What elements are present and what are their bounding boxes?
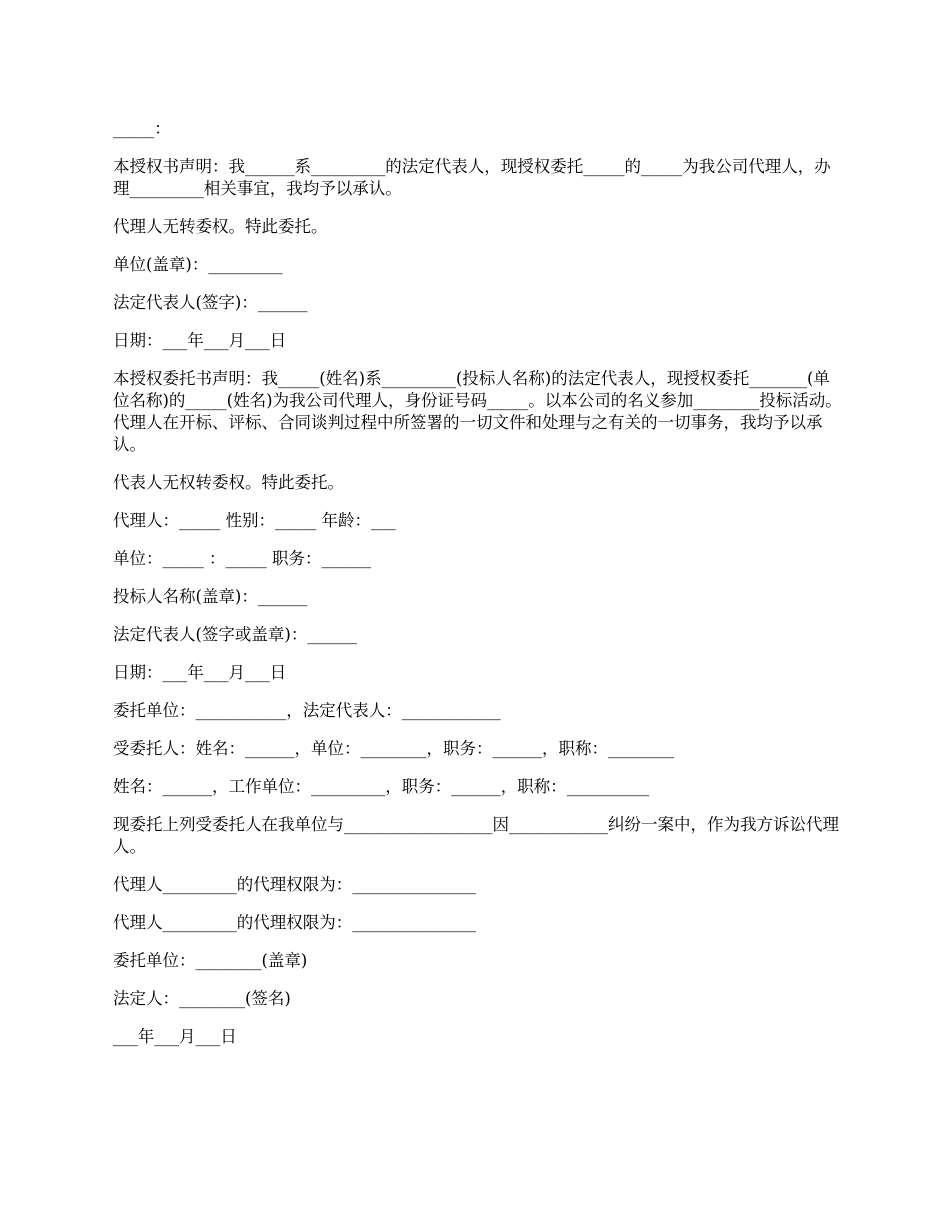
date-line-3: ___年___月___日 <box>113 1027 237 1046</box>
date-line-1: 日期：___年___月___日 <box>113 331 287 350</box>
legal-person-signature-line: 法定人：________(签名) <box>113 989 291 1008</box>
date-line-2: 日期：___年___月___日 <box>113 663 287 682</box>
no-subdelegation-line-2: 代表人无权转委权。特此委托。 <box>113 473 344 492</box>
litigation-paragraph: 现委托上列受委托人在我单位与__________________因____________纠纷一案中，作为我方诉讼代理人。 <box>113 815 839 856</box>
document-body <box>113 118 843 1064</box>
no-subdelegation-line-1: 代理人无转委权。特此委托。 <box>113 217 328 236</box>
trustee-info-line-2: 姓名：______，工作单位：_________，职务：______，职称：__________ <box>113 777 650 796</box>
declaration-paragraph-2: 本授权委托书声明：我_____(姓名)系_________(投标人名称)的法定代表人，现授权委托_______(单位名称)的_____(姓名)为我公司代理人，身份证号码_____。以本公司的名义参加________投标活动。代理人在开标、评标、合同谈判过程中所签署的一切文件和处理与之有关的一切事务，我均予以承认。 <box>113 369 842 454</box>
bidder-name-seal-line: 投标人名称(盖章)：______ <box>113 587 308 606</box>
entrusting-unit-line: 委托单位：___________，法定代表人：____________ <box>113 701 501 720</box>
agent-authority-line-1: 代理人_________的代理权限为：_______________ <box>113 875 476 894</box>
agent-unit-line: 单位：_____ ：_____ 职务：______ <box>113 549 371 568</box>
legal-rep-signature-line-1: 法定代表人(签字)：______ <box>113 293 308 312</box>
declaration-paragraph-1: 本授权书声明：我______系_________的法定代表人，现授权委托_____的_____为我公司代理人，办理_________相关事宜，我均予以承认。 <box>113 157 831 198</box>
entrusting-unit-seal-line: 委托单位：________(盖章) <box>113 951 308 970</box>
addressee-line: _____： <box>113 119 171 138</box>
unit-seal-line-1: 单位(盖章)：_________ <box>113 255 283 274</box>
legal-rep-signature-line-2: 法定代表人(签字或盖章)：______ <box>113 625 357 644</box>
trustee-info-line: 受委托人：姓名：______，单位：________，职务：______，职称：________ <box>113 739 674 758</box>
agent-authority-line-2: 代理人_________的代理权限为：_______________ <box>113 913 476 932</box>
agent-info-line: 代理人：_____ 性别：_____ 年龄：___ <box>113 511 396 530</box>
